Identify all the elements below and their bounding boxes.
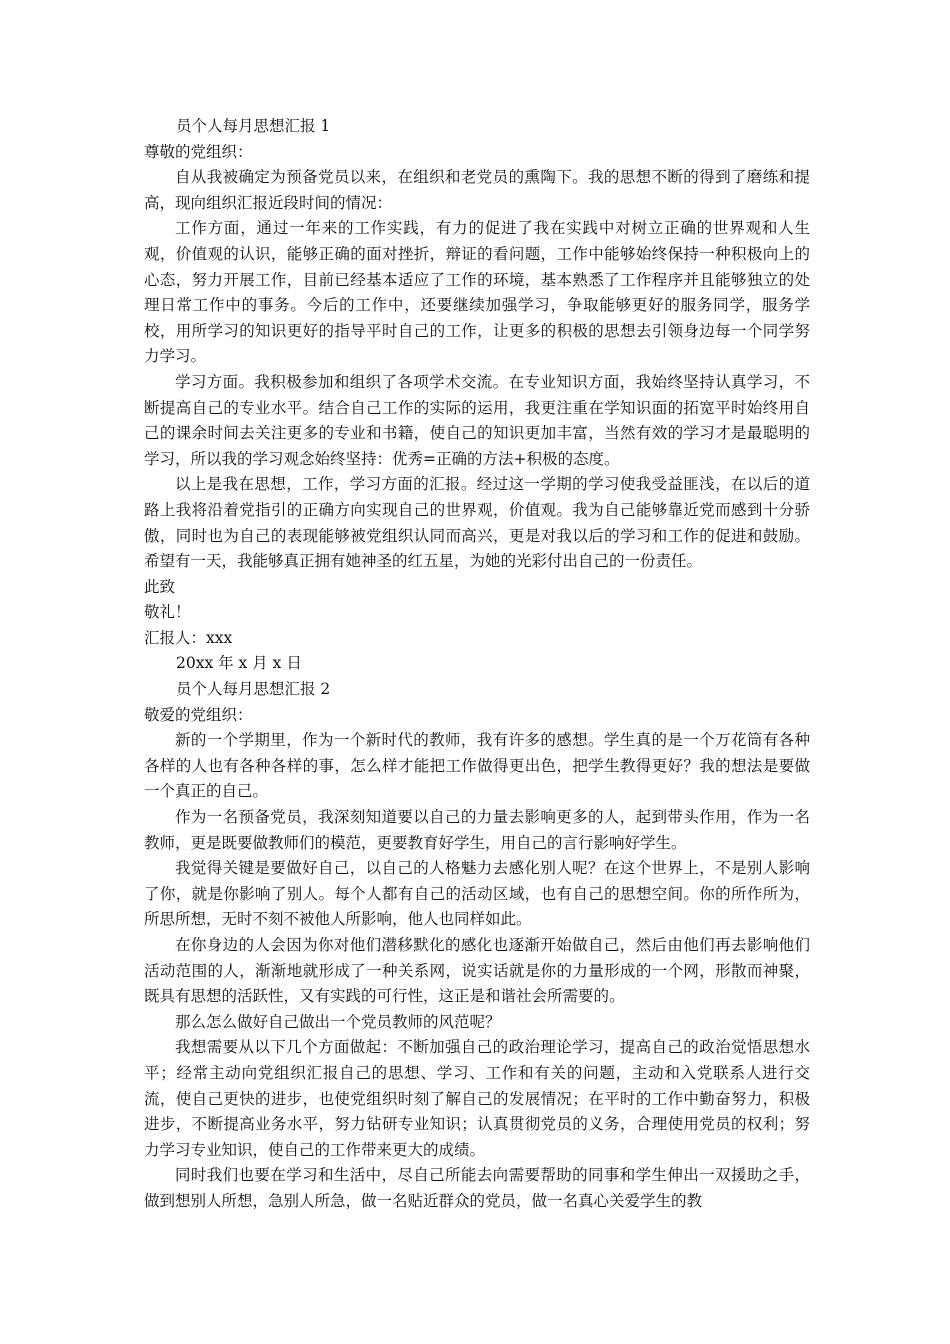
report2-paragraph: 我觉得关键是要做好自己，以自己的人格魅力去感化别人呢？在这个世界上，不是别人影响了你，就是你影响了别人。每个人都有自己的活动区域，也有自己的思想空间。你的所作所为，所思所想，无时不刻不被他人所影响，他人也同样如此。: [144, 859, 810, 929]
report1-title: 员个人每月思想汇报 1: [176, 117, 331, 135]
document-page: [144, 114, 810, 1215]
report2-title: 员个人每月思想汇报 2: [176, 680, 331, 699]
report1-paragraph: 自从我被确定为预备党员以来，在组织和老党员的熏陶下。我的思想不断的得到了磨练和提高，现向组织汇报近段时间的情况：: [144, 168, 810, 212]
report2-paragraph: 那么怎么做好自己做出一个党员教师的风范呢？: [175, 1012, 501, 1031]
report2-paragraph: 作为一名预备党员，我深刻知道要以自己的力量去影响更多的人，起到带头作用，作为一名教师，更是既要做教师们的模范，更要教育好学生，用自己的言行影响好学生。: [144, 808, 810, 852]
report1-date: 20xx 年 x 月 x 日: [176, 654, 302, 673]
report1-paragraph: 以上是我在思想，工作，学习方面的汇报。经过这一学期的学习使我受益匪浅，在以后的道路上我将沿着党指引的正确方向实现自己的世界观，价值观。我为自己能够靠近党而感到十分骄傲，同时也为自己的表现能够被党组织认同而高兴，更是对我以后的学习和工作的促进和鼓励。希望有一天，我能够真正拥有她神圣的红五星，为她的光彩付出自己的一份责任。: [144, 475, 810, 571]
report1-closing-2: 敬礼！: [144, 603, 191, 622]
report1-closing-1: 此致: [144, 577, 176, 596]
report1-paragraph: 工作方面，通过一年来的工作实践，有力的促进了我在实践中对树立正确的世界观和人生观，价值观的认识，能够正确的面对挫折，辩证的看问题，工作中能够始终保持一种积极向上的心态，努力开展工作，目前已经基本适应了工作的环境，基本熟悉了工作程序并且能够独立的处理日常工作中的事务。今后的工作中，还要继续加强学习，争取能够更好的服务同学，服务学校，用所学习的知识更好的指导平时自己的工作，让更多的积极的思想去引领身边每一个同学努力学习。: [144, 219, 810, 366]
report1-salutation: 尊敬的党组织：: [144, 142, 253, 161]
report2-salutation: 敬爱的党组织：: [144, 705, 253, 724]
report2-paragraph: 在你身边的人会因为你对他们潜移默化的感化也逐渐开始做自己，然后由他们再去影响他们活动范围的人，渐渐地就形成了一种关系网，说实话就是你的力量形成的一个网，形散而神聚，既具有思想的活跃性，又有实践的可行性，这正是和谐社会所需要的。: [144, 936, 810, 1006]
report2-paragraph: 我想需要从以下几个方面做起：不断加强自己的政治理论学习，提高自己的政治觉悟思想水平；经常主动向党组织汇报自己的思想、学习、工作和有关的问题，主动和入党联系人进行交流，使自己更快的进步，也使党组织时刻了解自己的发展情况；在平时的工作中勤奋努力，积极进步，不断提高业务水平，努力钻研专业知识；认真贯彻党员的义务，合理使用党员的权利；努力学习专业知识，使自己的工作带来更大的成绩。: [144, 1038, 810, 1159]
report2-paragraph: 新的一个学期里，作为一个新时代的教师，我有许多的感想。学生真的是一个万花筒有各种各样的人也有各种各样的事，怎么样才能把工作做得更出色，把学生教得更好？我的想法是要做一个真正的自己。: [144, 731, 810, 801]
report1-paragraph: 学习方面。我积极参加和组织了各项学术交流。在专业知识方面，我始终坚持认真学习，不断提高自己的专业水平。结合自己工作的实际的运用，我更注重在学知识面的拓宽平时始终用自己的课余时间去关注更多的专业和书籍，使自己的知识更加丰富，当然有效的学习才是最聪明的学习，所以我的学习观念始终坚持：优秀=正确的方法+积极的态度。: [144, 372, 810, 468]
report2-paragraph: 同时我们也要在学习和生活中，尽自己所能去向需要帮助的同事和学生伸出一双援助之手，做到想别人所想，急别人所急，做一名贴近群众的党员，做一名真心关爱学生的教: [144, 1166, 810, 1210]
report1-reporter: 汇报人：xxx: [144, 628, 233, 647]
